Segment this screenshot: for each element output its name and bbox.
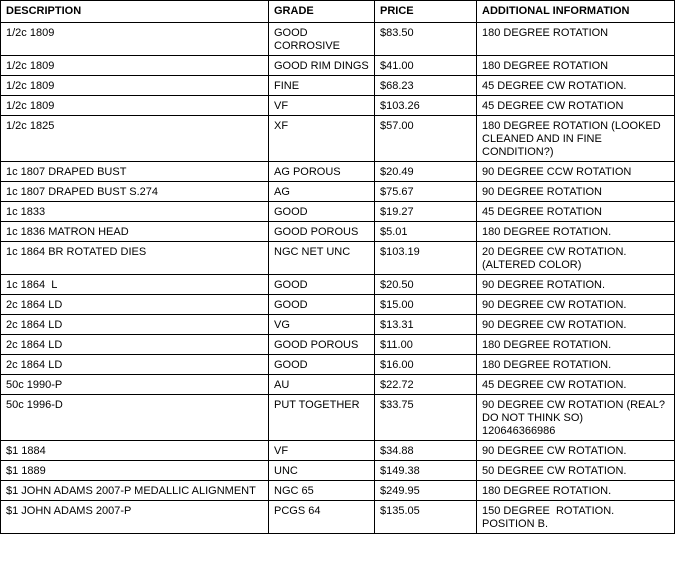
table-row [1, 441, 675, 461]
price-cell: $135.05 [375, 501, 477, 534]
additional-information-cell: 180 DEGREE ROTATION. [477, 481, 675, 501]
grade-cell: GOOD [269, 275, 375, 295]
description-cell: 1/2c 1809 [1, 56, 269, 76]
table-row [1, 395, 675, 441]
column-header-grade: GRADE [269, 1, 375, 23]
table-row [1, 202, 675, 222]
table-row [1, 242, 675, 275]
description-cell: 2c 1864 LD [1, 335, 269, 355]
description-cell: $1 JOHN ADAMS 2007-P MEDALLIC ALIGNMENT [1, 481, 269, 501]
price-cell: $5.01 [375, 222, 477, 242]
price-cell: $34.88 [375, 441, 477, 461]
price-cell: $33.75 [375, 395, 477, 441]
description-cell: 1/2c 1809 [1, 76, 269, 96]
table-row [1, 375, 675, 395]
additional-information-cell: 90 DEGREE CW ROTATION. [477, 295, 675, 315]
table-row [1, 96, 675, 116]
table-row [1, 355, 675, 375]
grade-cell: VF [269, 96, 375, 116]
grade-cell: FINE [269, 76, 375, 96]
additional-information-cell: 20 DEGREE CW ROTATION. (ALTERED COLOR) [477, 242, 675, 275]
description-cell: 1c 1807 DRAPED BUST S.274 [1, 182, 269, 202]
grade-cell: GOOD [269, 295, 375, 315]
price-cell: $103.26 [375, 96, 477, 116]
description-cell: 2c 1864 LD [1, 315, 269, 335]
grade-cell: PCGS 64 [269, 501, 375, 534]
table-body [1, 23, 675, 534]
additional-information-cell: 50 DEGREE CW ROTATION. [477, 461, 675, 481]
grade-cell: GOOD RIM DINGS [269, 56, 375, 76]
grade-cell: UNC [269, 461, 375, 481]
grade-cell: AU [269, 375, 375, 395]
description-cell: 1/2c 1809 [1, 23, 269, 56]
description-cell: $1 1884 [1, 441, 269, 461]
table-row [1, 501, 675, 534]
price-cell: $11.00 [375, 335, 477, 355]
table-row [1, 335, 675, 355]
additional-information-cell: 180 DEGREE ROTATION. [477, 335, 675, 355]
table-row [1, 76, 675, 96]
description-cell: 1/2c 1809 [1, 96, 269, 116]
additional-information-cell: 150 DEGREE ROTATION. POSITION B. [477, 501, 675, 534]
column-header-additional-information: ADDITIONAL INFORMATION [477, 1, 675, 23]
description-cell: 1c 1807 DRAPED BUST [1, 162, 269, 182]
table-row [1, 162, 675, 182]
table-row [1, 56, 675, 76]
grade-cell: GOOD CORROSIVE [269, 23, 375, 56]
table-row [1, 222, 675, 242]
description-cell: 2c 1864 LD [1, 355, 269, 375]
header-row [1, 1, 675, 23]
table-row [1, 481, 675, 501]
grade-cell: XF [269, 116, 375, 162]
additional-information-cell: 45 DEGREE CW ROTATION [477, 96, 675, 116]
description-cell: 50c 1996-D [1, 395, 269, 441]
price-cell: $16.00 [375, 355, 477, 375]
description-cell: 1c 1836 MATRON HEAD [1, 222, 269, 242]
grade-cell: GOOD POROUS [269, 335, 375, 355]
price-cell: $13.31 [375, 315, 477, 335]
additional-information-cell: 180 DEGREE ROTATION [477, 23, 675, 56]
additional-information-cell: 45 DEGREE ROTATION [477, 202, 675, 222]
additional-information-cell: 180 DEGREE ROTATION [477, 56, 675, 76]
price-cell: $149.38 [375, 461, 477, 481]
grade-cell: NGC 65 [269, 481, 375, 501]
price-cell: $103.19 [375, 242, 477, 275]
price-cell: $249.95 [375, 481, 477, 501]
table-row [1, 275, 675, 295]
grade-cell: GOOD [269, 355, 375, 375]
price-cell: $22.72 [375, 375, 477, 395]
additional-information-cell: 90 DEGREE CW ROTATION. [477, 441, 675, 461]
additional-information-cell: 45 DEGREE CW ROTATION. [477, 375, 675, 395]
grade-cell: GOOD POROUS [269, 222, 375, 242]
description-cell: 2c 1864 LD [1, 295, 269, 315]
description-cell: 1c 1833 [1, 202, 269, 222]
description-cell: $1 JOHN ADAMS 2007-P [1, 501, 269, 534]
grade-cell: NGC NET UNC [269, 242, 375, 275]
price-cell: $20.49 [375, 162, 477, 182]
price-cell: $41.00 [375, 56, 477, 76]
price-cell: $68.23 [375, 76, 477, 96]
table-row [1, 182, 675, 202]
table-row [1, 23, 675, 56]
grade-cell: AG [269, 182, 375, 202]
additional-information-cell: 90 DEGREE CW ROTATION. [477, 315, 675, 335]
additional-information-cell: 45 DEGREE CW ROTATION. [477, 76, 675, 96]
price-cell: $83.50 [375, 23, 477, 56]
price-cell: $19.27 [375, 202, 477, 222]
additional-information-cell: 90 DEGREE CCW ROTATION [477, 162, 675, 182]
table-row [1, 116, 675, 162]
column-header-description: DESCRIPTION [1, 1, 269, 23]
additional-information-cell: 90 DEGREE ROTATION. [477, 275, 675, 295]
price-cell: $15.00 [375, 295, 477, 315]
additional-information-cell: 180 DEGREE ROTATION. [477, 355, 675, 375]
grade-cell: VF [269, 441, 375, 461]
additional-information-cell: 90 DEGREE CW ROTATION (REAL? DO NOT THINK SO) 120646366986 [477, 395, 675, 441]
grade-cell: GOOD [269, 202, 375, 222]
grade-cell: VG [269, 315, 375, 335]
description-cell: $1 1889 [1, 461, 269, 481]
table-row [1, 315, 675, 335]
description-cell: 1c 1864 BR ROTATED DIES [1, 242, 269, 275]
description-cell: 1c 1864 L [1, 275, 269, 295]
table-row [1, 295, 675, 315]
additional-information-cell: 180 DEGREE ROTATION (LOOKED CLEANED AND IN FINE CONDITION?) [477, 116, 675, 162]
column-header-price: PRICE [375, 1, 477, 23]
grade-cell: AG POROUS [269, 162, 375, 182]
price-cell: $20.50 [375, 275, 477, 295]
description-cell: 1/2c 1825 [1, 116, 269, 162]
table-row [1, 461, 675, 481]
price-cell: $57.00 [375, 116, 477, 162]
additional-information-cell: 180 DEGREE ROTATION. [477, 222, 675, 242]
description-cell: 50c 1990-P [1, 375, 269, 395]
grade-cell: PUT TOGETHER [269, 395, 375, 441]
additional-information-cell: 90 DEGREE ROTATION [477, 182, 675, 202]
price-cell: $75.67 [375, 182, 477, 202]
